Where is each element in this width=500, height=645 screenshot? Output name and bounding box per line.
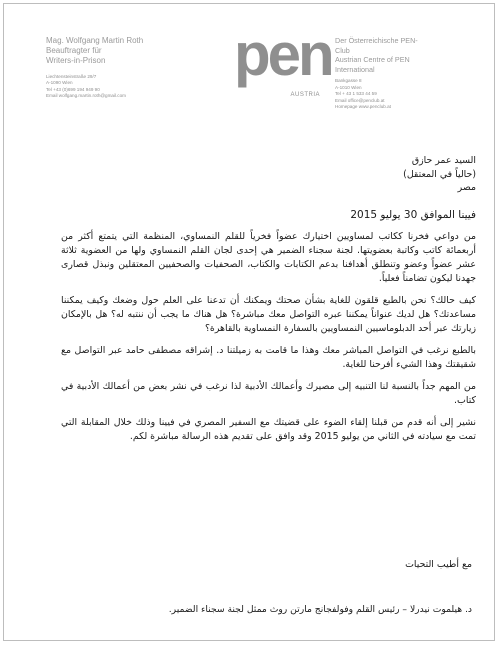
org-name-line: Austrian Centre of PEN	[335, 55, 410, 65]
letter-page	[3, 3, 495, 641]
recipient-name: السيد عمر حازق	[411, 155, 476, 166]
org-phone: Tel + 43 1 533 44 59	[335, 91, 377, 97]
sender-email: Email wolfgang.martin.roth@gmail.com	[46, 93, 126, 99]
letter-body	[61, 154, 476, 444]
logo-wordmark: pen	[234, 21, 332, 88]
organization-block	[335, 36, 475, 110]
sender-address-city: A-1090 Wien	[46, 80, 73, 86]
org-contact	[335, 78, 475, 110]
paragraph: من دواعي فخرنا ككاتب لمساويين اختيارك عضواً فخرياً للقلم النمساوي، المنظمة التي يتمتع أكثر من أربعمائة كاتب وكاتبة بعضويتها. لجنة سجناء الضمير هي إحدى لجان القلم النمساوي ولها من العضوية ثلاثة عشر عضواً وعضو وتنطلق أهدافنا بدعم الكتابات والكتاب، الصحفيات والصحفيين المعتقلين ونبذل قصارى جهدنا ليكون تضامناً فعلياً.	[61, 230, 476, 284]
sender-role-line: Writers-in-Prison	[46, 56, 106, 65]
org-name-line: International	[335, 64, 375, 74]
sender-contact	[46, 74, 196, 100]
pen-austria-logo	[234, 21, 332, 106]
paragraph: بالطبع نرغب في التواصل المباشر معك وهذا ما قامت به زميلتنا د. إشراقه مصطفى حامد عبر التواصل مع شقيقتك وهذا الشيء أفرحنا للغاية.	[61, 344, 476, 370]
letter-closing: مع أطيب التحيات	[405, 559, 472, 570]
sender-name-line: Mag. Wolfgang Martin Roth	[46, 36, 144, 45]
paragraph: من المهم جداً بالنسبة لنا التنبيه إلى مصيرك وأعمالك الأدبية لذا نرغب في نشر بعض من أعمالك الأدبية في كتاب.	[61, 380, 476, 406]
recipient-address	[61, 154, 476, 195]
org-address-street: Bankgasse 8	[335, 78, 362, 84]
org-homepage: Homepage www.penclub.at	[335, 104, 391, 109]
letter-date: فيينا الموافق 30 يوليو 2015	[350, 208, 476, 221]
recipient-status: (حالياً في المعتقل)	[403, 168, 476, 180]
org-email: Email office@penclub.at	[335, 97, 385, 103]
paragraph: نشير إلى أنه قدم من قبلنا إلقاء الضوء على قضيتك مع السفير المصري في فيينا وذلك خلال المقابلة التي تمت مع سيادته في الثاني من يوليو 2015 وقد وافق على تقديم هذه الرسالة مباشرة لكم.	[61, 416, 476, 442]
logo-subtitle: AUSTRIA	[290, 92, 320, 98]
org-address-city: A-1010 Wien	[335, 84, 362, 90]
paragraph: كيف حالك؟ نحن بالطبع قلقون للغاية بشأن صحتك ويمكنك أن تدعنا على العلم حول وضعك وكيف يمكننا مساعدتك؟ هل لديك عنواناً يمكننا عبره التواصل معك مباشرة؟ هل هناك ما يجب أن ننتبه له؟ هل بالإمكان زيارتك عبر أحد الدبلوماسيين النمساويين بالسفارة النمساوية بالقاهرة؟	[61, 294, 476, 334]
recipient-country: مصر	[457, 182, 476, 193]
sender-address-street: Liechtensteinstraße 29/7	[46, 74, 97, 79]
org-name-line: Der Österreichische PEN-	[335, 36, 418, 45]
sender-block	[46, 36, 196, 100]
sender-role-line: Beauftragter für	[46, 46, 102, 55]
org-name-line: Club	[335, 45, 350, 55]
sender-phone: Tel +43 (0)699 194 949 90	[46, 86, 100, 92]
letter-signature: د. هيلموت نيدرلا – رئيس القلم وفولفجانج مارتن روث ممثل لجنة سجناء الضمير.	[168, 604, 472, 615]
